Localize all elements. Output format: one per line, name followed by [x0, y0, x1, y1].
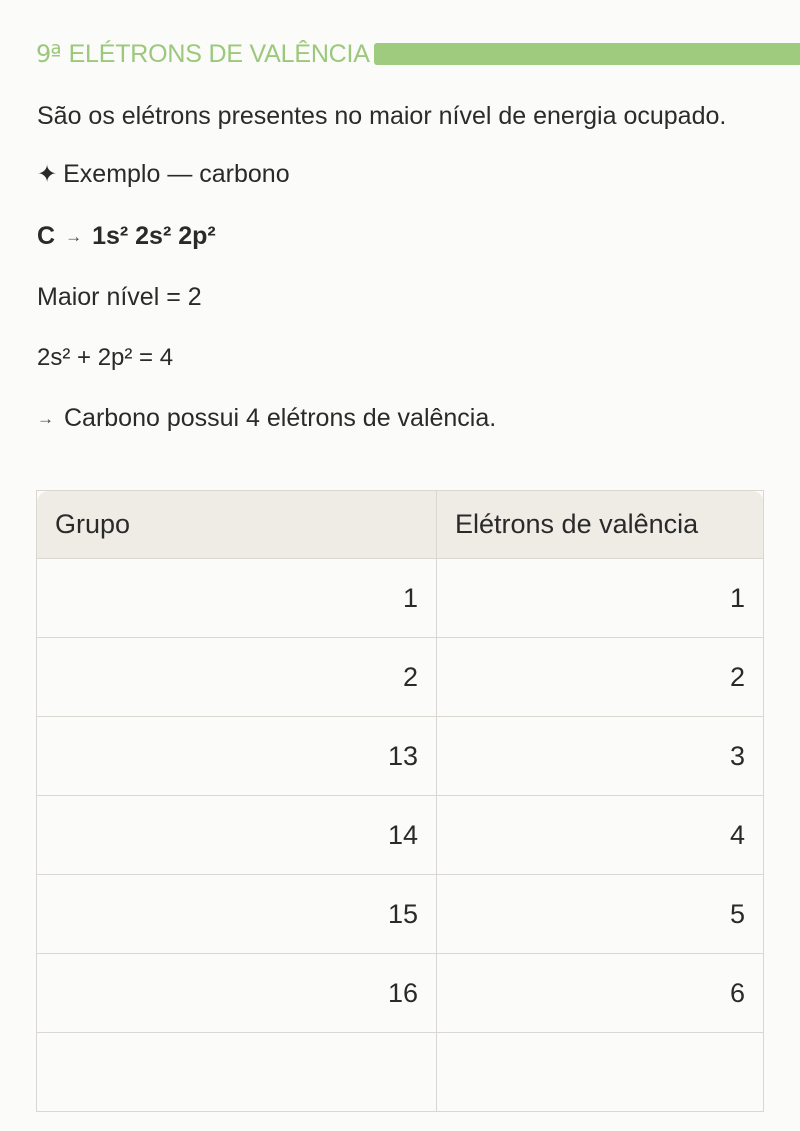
electron-configuration	[37, 222, 216, 251]
table-row	[37, 875, 764, 954]
cell-group: 2	[37, 638, 437, 717]
cell-valence: 2	[437, 638, 764, 717]
cell-valence: 4	[437, 796, 764, 875]
conclusion	[37, 404, 496, 433]
header-valence: Elétrons de valência	[437, 491, 764, 559]
valence-table	[36, 490, 764, 1131]
intro-text: São os elétrons presentes no maior nível de energia ocupado.	[37, 102, 727, 130]
cell-group: 1	[37, 559, 437, 638]
table-header-row	[37, 491, 764, 559]
example-label: Exemplo — carbono	[63, 160, 290, 188]
electron-sum: 2s² + 2p² = 4	[37, 344, 174, 371]
cell-valence	[437, 1033, 764, 1112]
cell-valence: 1	[437, 559, 764, 638]
cell-group: 16	[37, 954, 437, 1033]
table-row	[37, 1033, 764, 1112]
header-group: Grupo	[37, 491, 437, 559]
configuration-text: 1s² 2s² 2p²	[92, 222, 216, 250]
cell-valence: 3	[437, 717, 764, 796]
arrow-icon: →	[37, 409, 54, 429]
highest-level	[37, 283, 202, 312]
table-row	[37, 638, 764, 717]
example-heading	[37, 160, 290, 189]
cell-valence: 6	[437, 954, 764, 1033]
cell-valence: 5	[437, 875, 764, 954]
table-row	[37, 559, 764, 638]
table-row	[37, 954, 764, 1033]
table-row	[37, 717, 764, 796]
section-accent-bar	[374, 43, 800, 65]
section-number: 9ª	[36, 40, 61, 68]
conclusion-text: Carbono possui 4 elétrons de valência.	[64, 404, 497, 432]
cell-group: 15	[37, 875, 437, 954]
table-row	[37, 796, 764, 875]
level-label: Maior nível	[37, 283, 160, 311]
section-title: ELÉTRONS DE VALÊNCIA	[68, 39, 370, 68]
cell-group: 14	[37, 796, 437, 875]
level-value: = 2	[166, 283, 202, 311]
element-symbol: C	[37, 222, 56, 250]
cell-group: 13	[37, 717, 437, 796]
cell-group	[37, 1033, 437, 1112]
sparkle-icon: ✦	[37, 161, 58, 188]
arrow-icon: →	[65, 227, 83, 247]
section-header	[36, 38, 800, 70]
